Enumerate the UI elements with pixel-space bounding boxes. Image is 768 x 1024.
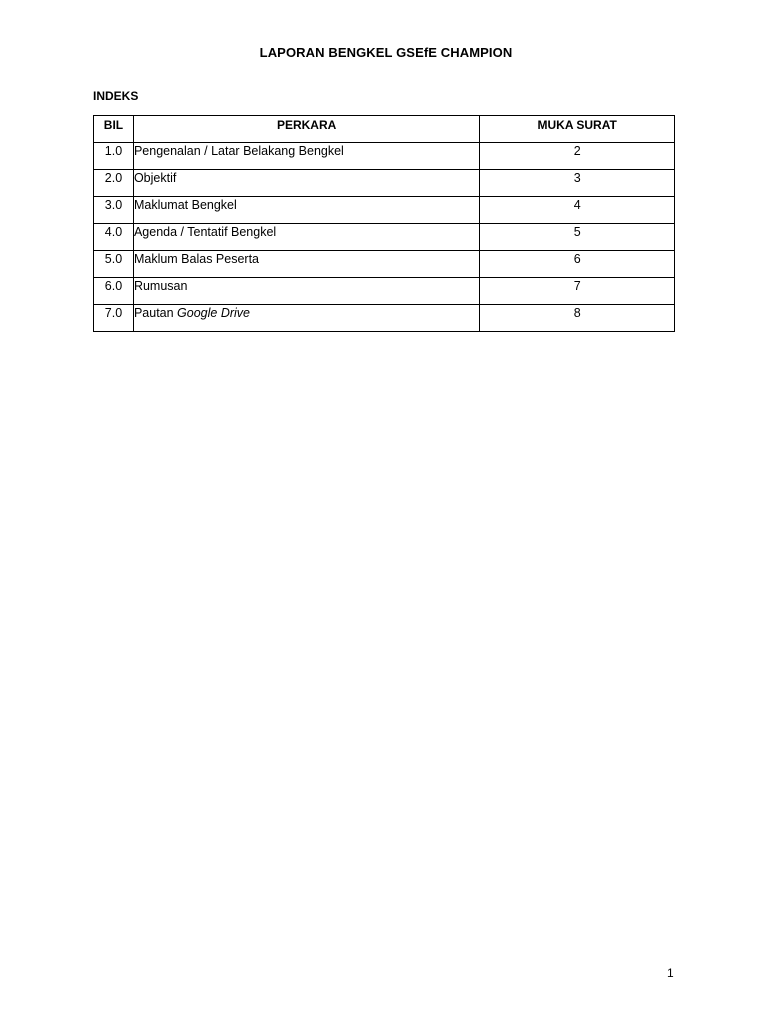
row-bil: 3.0 <box>94 197 134 224</box>
row-muka-surat: 3 <box>480 170 675 197</box>
row-bil: 6.0 <box>94 278 134 305</box>
table-row <box>94 251 675 278</box>
index-table <box>93 115 675 332</box>
table-row <box>94 278 675 305</box>
row-perkara <box>133 251 479 278</box>
table-header-row <box>94 116 675 143</box>
row-perkara-italic: Google Drive <box>177 306 250 320</box>
row-perkara <box>133 305 479 332</box>
row-perkara-text: Maklumat Bengkel <box>133 198 237 212</box>
row-muka-surat: 6 <box>480 251 675 278</box>
row-bil: 2.0 <box>94 170 134 197</box>
section-label-indeks: INDEKS <box>93 89 139 103</box>
table-row <box>94 305 675 332</box>
table-row <box>94 143 675 170</box>
row-perkara-text: Pengenalan / Latar Belakang Bengkel <box>133 144 344 158</box>
header-perkara: PERKARA <box>133 116 479 143</box>
table-row <box>94 224 675 251</box>
row-perkara-text: Rumusan <box>133 279 188 293</box>
header-muka-surat: MUKA SURAT <box>480 116 675 143</box>
table-row <box>94 197 675 224</box>
row-muka-surat: 4 <box>480 197 675 224</box>
row-perkara-text: Maklum Balas Peserta <box>133 252 260 266</box>
row-bil: 5.0 <box>94 251 134 278</box>
page-number: 1 <box>667 966 674 980</box>
row-perkara-text: Agenda / Tentatif Bengkel <box>133 225 277 239</box>
row-muka-surat: 5 <box>480 224 675 251</box>
document-title: LAPORAN BENGKEL GSEfE CHAMPION <box>259 45 513 60</box>
row-perkara <box>133 197 479 224</box>
row-muka-surat: 2 <box>480 143 675 170</box>
row-perkara-text: Pautan <box>133 306 178 320</box>
row-perkara <box>133 278 479 305</box>
row-perkara <box>133 224 479 251</box>
row-perkara <box>133 143 479 170</box>
row-bil: 7.0 <box>94 305 134 332</box>
row-perkara <box>133 170 479 197</box>
row-muka-surat: 7 <box>480 278 675 305</box>
row-perkara-text: Objektif <box>133 171 177 185</box>
row-muka-surat: 8 <box>480 305 675 332</box>
table-row <box>94 170 675 197</box>
row-bil: 1.0 <box>94 143 134 170</box>
header-bil: BIL <box>94 116 134 143</box>
row-bil: 4.0 <box>94 224 134 251</box>
